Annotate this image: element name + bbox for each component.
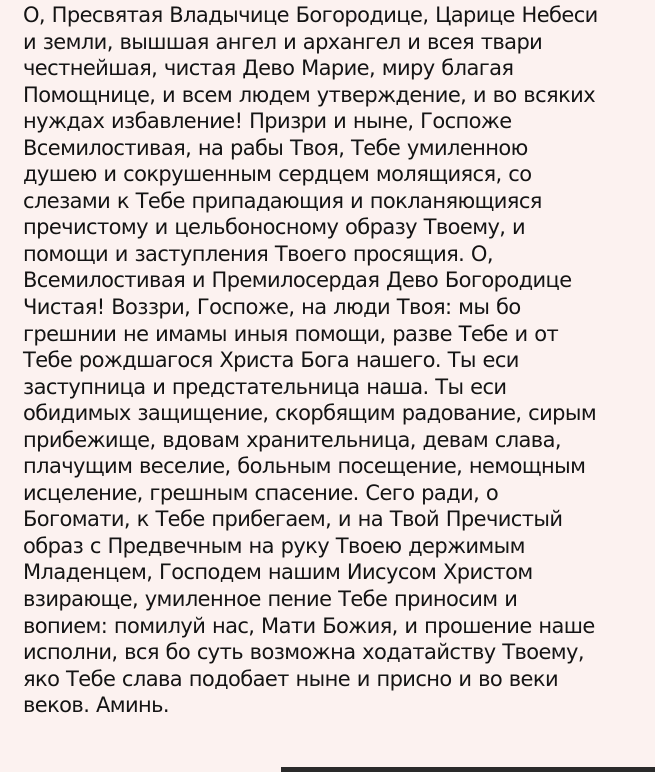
- text-line: честнейшая, чистая Дево Марие, миру благая: [23, 56, 514, 81]
- text-line: исполни, вся бо суть возможна ходатайству Твоему,: [23, 640, 584, 665]
- text-line: пречистому и цельбоносному образу Твоему, и: [23, 215, 526, 240]
- text-line: слезами к Тебе припадающия и покланяющияся: [23, 188, 542, 213]
- bottom-edge-bar: [281, 767, 655, 772]
- text-line: обидимых защищение, скорбящим радование, сирым: [23, 401, 597, 426]
- text-line: заступница и предстательница наша. Ты еси: [23, 374, 507, 399]
- text-line: грешнии не имамы иныя помощи, разве Тебе и от: [23, 321, 559, 346]
- text-line: веков. Аминь.: [23, 693, 169, 718]
- text-line: Помощнице, и всем людем утверждение, и во всяких: [23, 82, 596, 107]
- text-line: плачущим веселие, больным посещение, немощным: [23, 454, 586, 479]
- text-line: душею и сокрушенным сердцем молящияся, со: [23, 162, 532, 187]
- text-line: Богомати, к Тебе прибегаем, и на Твой Пречистый: [23, 507, 563, 532]
- text-line: Чистая! Воззри, Госпоже, на люди Твоя: мы бо: [23, 295, 521, 320]
- text-line: яко Тебе слава подобает ныне и присно и во веки: [23, 666, 559, 691]
- text-line: образ с Предвечным на руку Твоею держимым: [23, 533, 525, 558]
- text-line: и земли, вышшая ангел и архангел и всея твари: [23, 29, 543, 54]
- text-line: исцеление, грешным спасение. Сего ради, о: [23, 480, 499, 505]
- text-line: взирающе, умиленное пение Тебе приносим и: [23, 587, 518, 612]
- text-line: вопием: помилуй нас, Мати Божия, и прошение наше: [23, 613, 595, 638]
- text-line: прибежище, вдовам хранительница, девам слава,: [23, 427, 561, 452]
- text-line: Всемилостивая, на рабы Твоя, Тебе умиленною: [23, 135, 528, 160]
- text-line: помощи и заступления Твоего просящия. О,: [23, 241, 493, 266]
- text-line: Всемилостивая и Премилосердая Дево Богородице: [23, 268, 572, 293]
- text-line: О, Пресвятая Владычице Богородице, Царице Небеси: [23, 3, 598, 27]
- text-line: Тебе рождшагося Христа Бога нашего. Ты еси: [23, 348, 519, 373]
- prayer-text: [23, 2, 655, 719]
- text-line: нуждах избавление! Призри и ныне, Госпоже: [23, 109, 512, 134]
- text-line: Младенцем, Господем нашим Иисусом Христом: [23, 560, 533, 585]
